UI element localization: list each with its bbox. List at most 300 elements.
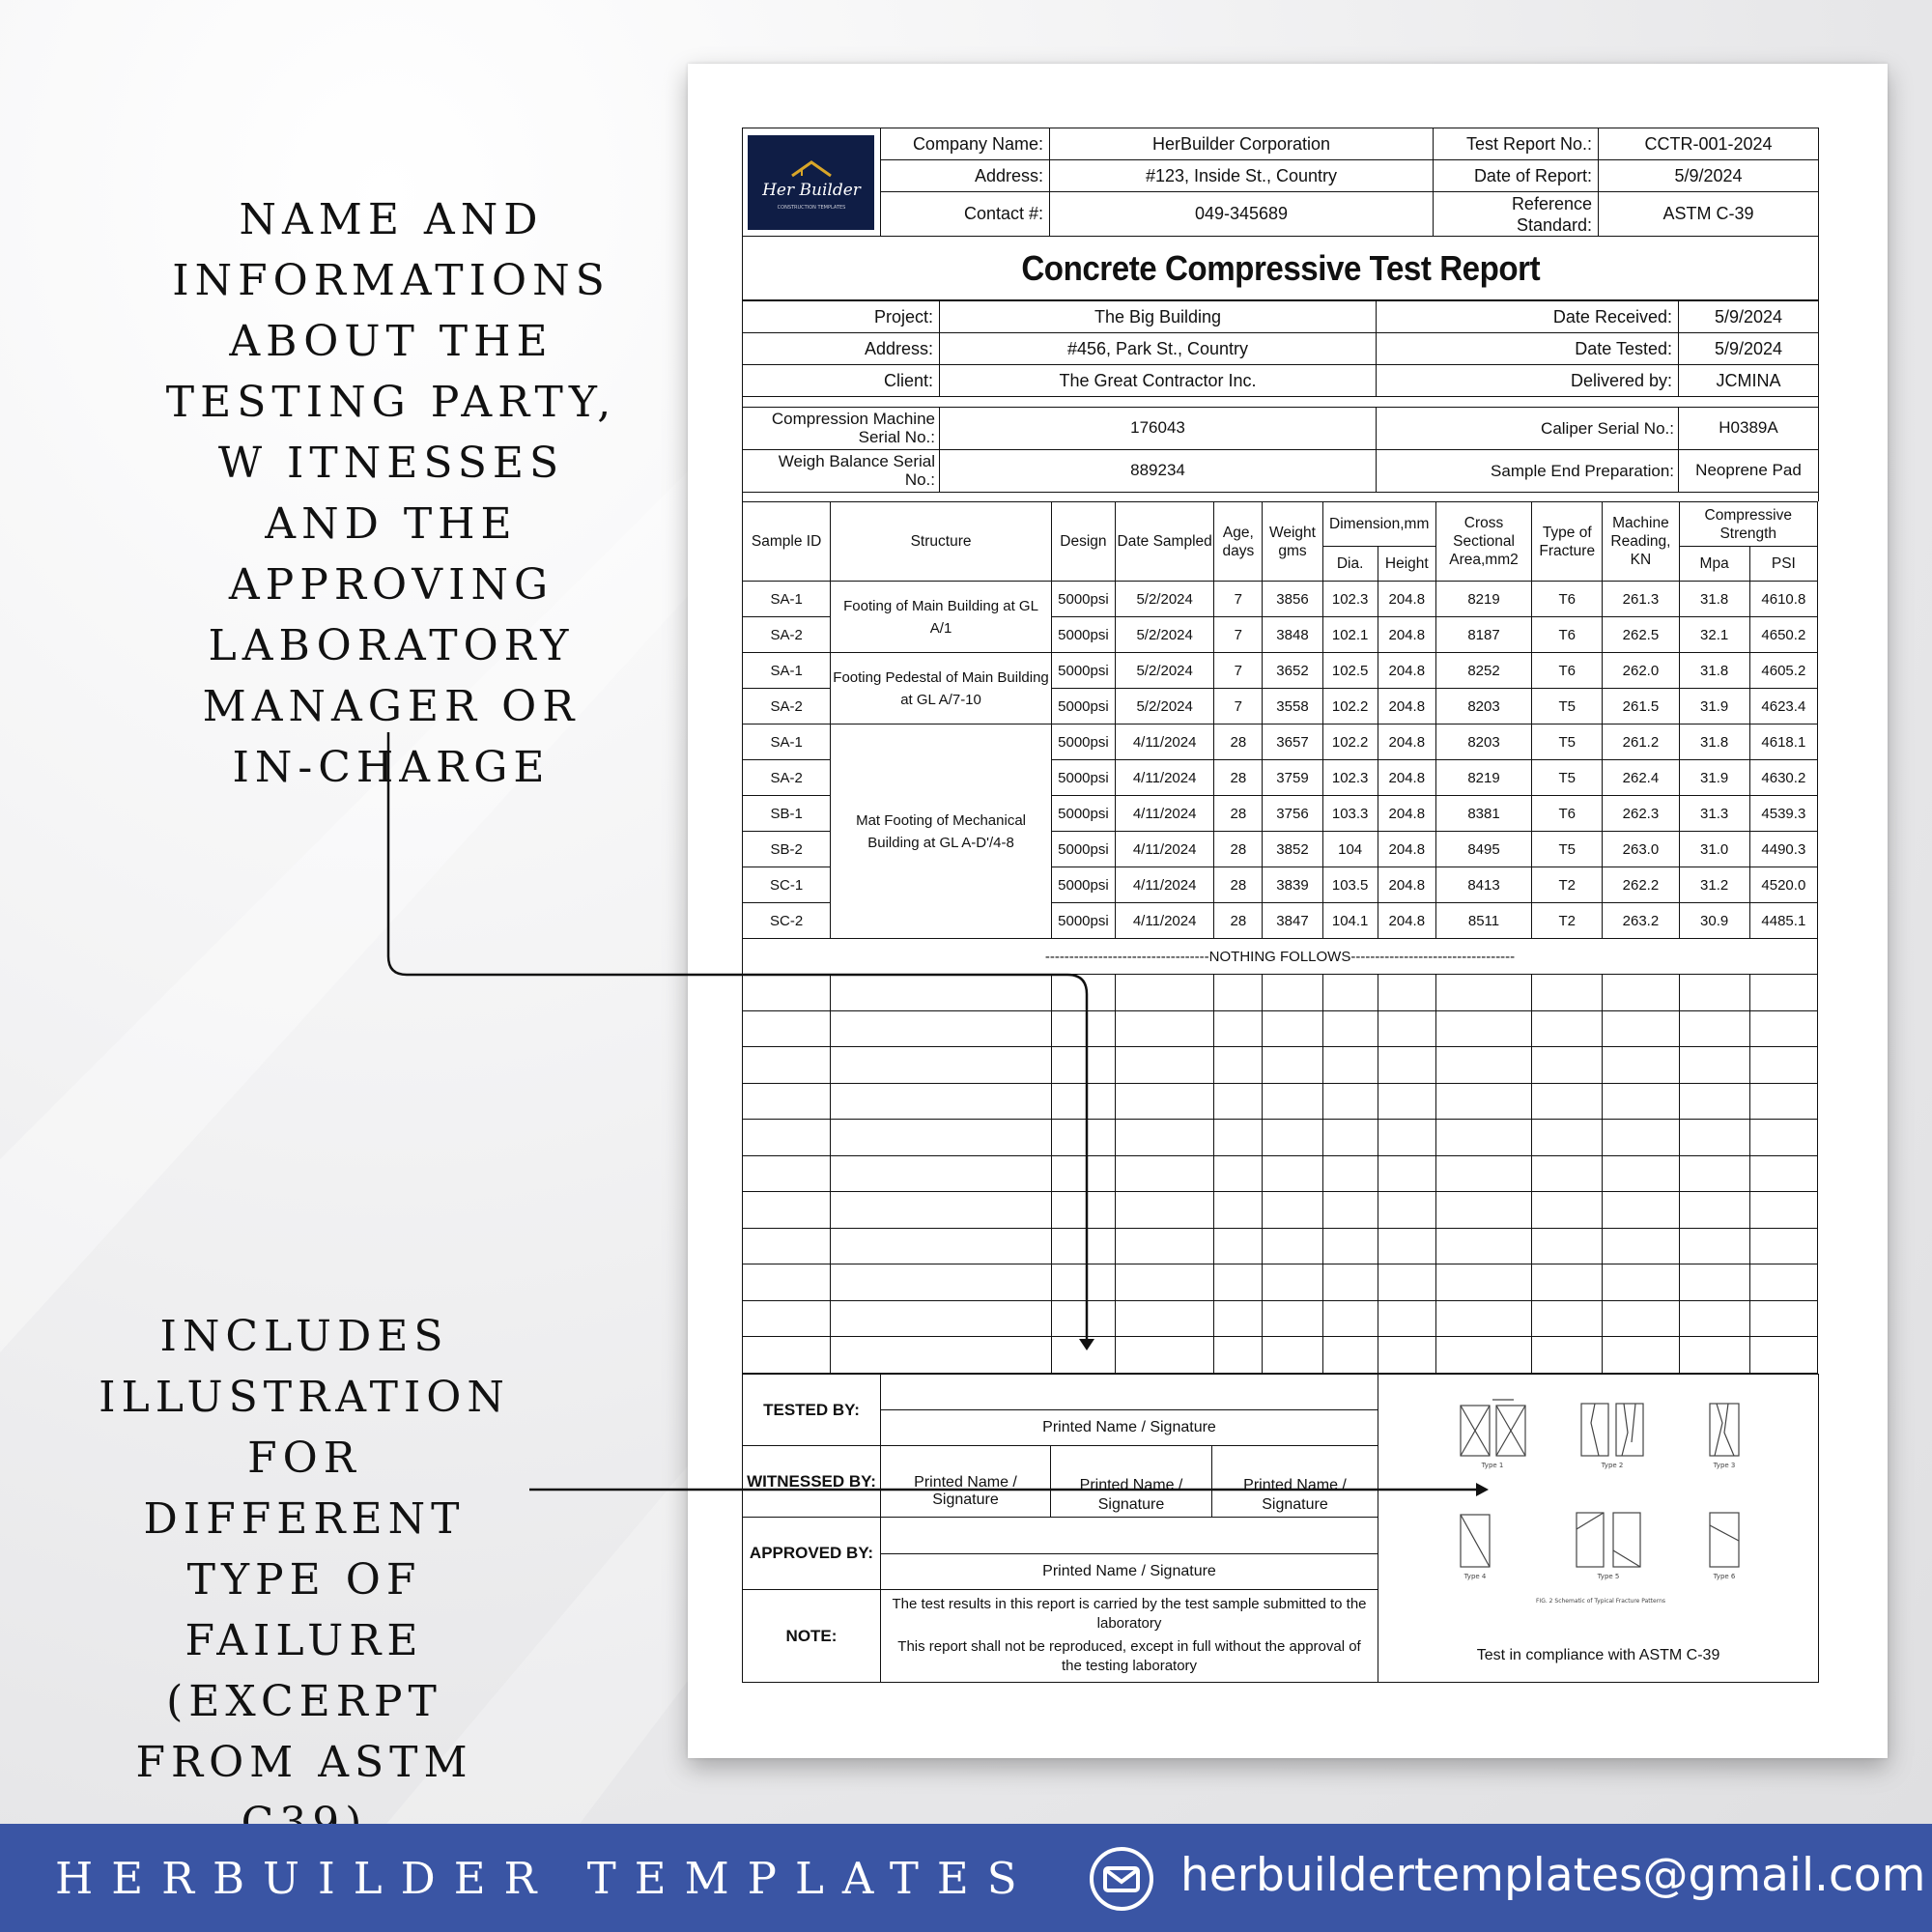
col-area: Cross Sectional Area,mm2 xyxy=(1435,502,1531,582)
blank-cell[interactable] xyxy=(1679,1120,1749,1156)
structure-cell: Mat Footing of Mechanical Building at GL A-D'/4-8 xyxy=(831,724,1052,939)
blank-cell[interactable] xyxy=(1214,1192,1263,1229)
age-cell: 28 xyxy=(1214,832,1263,867)
callout-failure-illustration: INCLUDES ILLUSTRATION FOR DIFFERENT TYPE OF FAILURE (EXCERPT FROM ASTM xyxy=(99,1312,510,1787)
blank-cell[interactable] xyxy=(1263,1300,1322,1337)
note-line-1: The test results in this report is carried by the test sample submitted to the laboratory xyxy=(892,1596,1367,1632)
blank-cell[interactable] xyxy=(831,1047,1052,1084)
blank-cell[interactable] xyxy=(1603,1192,1679,1229)
type1-label: Type 1 xyxy=(1481,1461,1504,1469)
date-sampled-cell: 4/11/2024 xyxy=(1116,832,1214,867)
dia-cell: 102.2 xyxy=(1322,689,1378,724)
blank-cell[interactable] xyxy=(1051,1120,1115,1156)
mpa-cell: 30.9 xyxy=(1679,903,1749,939)
client-label: Client: xyxy=(743,365,940,397)
spacer xyxy=(743,492,1819,501)
blank-cell[interactable] xyxy=(1679,1337,1749,1374)
blank-cell[interactable] xyxy=(1263,1192,1322,1229)
mpa-cell: 31.9 xyxy=(1679,760,1749,796)
blank-cell[interactable] xyxy=(1051,1264,1115,1301)
area-cell: 8252 xyxy=(1435,653,1531,689)
blank-cell[interactable] xyxy=(1679,1010,1749,1047)
contact-label: Contact #: xyxy=(881,192,1050,237)
area-cell: 8187 xyxy=(1435,617,1531,653)
compression-machine-label: Compression Machine Serial No.: xyxy=(743,407,940,449)
blank-cell[interactable] xyxy=(1679,1228,1749,1264)
weight-cell: 3756 xyxy=(1263,796,1322,832)
blank-cell[interactable] xyxy=(1532,1155,1603,1192)
col-date-sampled: Date Sampled xyxy=(1116,502,1214,582)
blank-cell[interactable] xyxy=(1435,1264,1531,1301)
date-received-label: Date Received: xyxy=(1377,301,1679,333)
blank-cell[interactable] xyxy=(1435,1120,1531,1156)
date-sampled-cell: 4/11/2024 xyxy=(1116,796,1214,832)
blank-row xyxy=(743,1010,1818,1047)
mpa-cell: 32.1 xyxy=(1679,617,1749,653)
sample-id-cell: SA-1 xyxy=(743,724,831,760)
reading-cell: 262.4 xyxy=(1603,760,1679,796)
witness3-printed-name[interactable]: Printed Name / Signature xyxy=(1212,1445,1378,1517)
height-cell: 204.8 xyxy=(1378,582,1435,617)
blank-cell[interactable] xyxy=(1263,1083,1322,1120)
psi-cell: 4623.4 xyxy=(1749,689,1817,724)
blank-cell[interactable] xyxy=(1116,975,1214,1011)
col-strength: Compressive Strength xyxy=(1679,502,1817,547)
blank-cell[interactable] xyxy=(831,1155,1052,1192)
caliper-value: H0389A xyxy=(1679,407,1819,449)
blank-cell[interactable] xyxy=(1263,975,1322,1011)
blank-cell[interactable] xyxy=(1532,1300,1603,1337)
psi-cell: 4630.2 xyxy=(1749,760,1817,796)
blank-cell[interactable] xyxy=(1051,1083,1115,1120)
blank-cell[interactable] xyxy=(1749,975,1817,1011)
blank-row xyxy=(743,1264,1818,1301)
blank-cell[interactable] xyxy=(1263,1228,1322,1264)
footer-bar xyxy=(0,1824,1932,1932)
col-sample-id: Sample ID xyxy=(743,502,831,582)
blank-cell[interactable] xyxy=(1051,1047,1115,1084)
blank-cell[interactable] xyxy=(1603,1228,1679,1264)
weight-cell: 3856 xyxy=(1263,582,1322,617)
mpa-cell: 31.8 xyxy=(1679,653,1749,689)
blank-cell[interactable] xyxy=(1435,1047,1531,1084)
blank-row xyxy=(743,1083,1818,1120)
blank-cell[interactable] xyxy=(743,1155,831,1192)
psi-cell: 4610.8 xyxy=(1749,582,1817,617)
spacer xyxy=(743,397,1819,407)
blank-cell[interactable] xyxy=(743,1192,831,1229)
blank-cell[interactable] xyxy=(1603,1047,1679,1084)
company-value: HerBuilder Corporation xyxy=(1050,128,1434,160)
col-structure: Structure xyxy=(831,502,1052,582)
end-prep-label: Sample End Preparation: xyxy=(1377,449,1679,492)
blank-cell[interactable] xyxy=(743,1300,831,1337)
fracture-cell: T5 xyxy=(1532,724,1603,760)
blank-cell[interactable] xyxy=(1378,1120,1435,1156)
blank-cell[interactable] xyxy=(1214,1155,1263,1192)
report-no-label: Test Report No.: xyxy=(1434,128,1599,160)
fracture-cell: T2 xyxy=(1532,903,1603,939)
psi-cell: 4485.1 xyxy=(1749,903,1817,939)
blank-cell[interactable] xyxy=(1532,1264,1603,1301)
blank-cell[interactable] xyxy=(1116,1228,1214,1264)
blank-cell[interactable] xyxy=(1116,1120,1214,1156)
blank-cell[interactable] xyxy=(1214,1120,1263,1156)
weigh-balance-value: 889234 xyxy=(940,449,1377,492)
fracture-cell: T6 xyxy=(1532,582,1603,617)
reading-cell: 262.2 xyxy=(1603,867,1679,903)
sample-id-cell: SA-1 xyxy=(743,582,831,617)
blank-cell[interactable] xyxy=(1214,1300,1263,1337)
blank-cell[interactable] xyxy=(1263,1155,1322,1192)
blank-cell[interactable] xyxy=(1532,1010,1603,1047)
blank-cell[interactable] xyxy=(743,1337,831,1374)
blank-row xyxy=(743,1047,1818,1084)
blank-cell[interactable] xyxy=(1532,1047,1603,1084)
type3-label: Type 3 xyxy=(1713,1461,1736,1469)
date-sampled-cell: 4/11/2024 xyxy=(1116,903,1214,939)
blank-cell[interactable] xyxy=(1603,1337,1679,1374)
note-text xyxy=(881,1589,1378,1682)
dia-cell: 103.3 xyxy=(1322,796,1378,832)
blank-cell[interactable] xyxy=(1322,1264,1378,1301)
weight-cell: 3848 xyxy=(1263,617,1322,653)
blank-cell[interactable] xyxy=(1603,1083,1679,1120)
blank-cell[interactable] xyxy=(1679,1155,1749,1192)
area-cell: 8203 xyxy=(1435,724,1531,760)
design-cell: 5000psi xyxy=(1051,903,1115,939)
blank-cell[interactable] xyxy=(1603,975,1679,1011)
blank-cell[interactable] xyxy=(1322,1083,1378,1120)
blank-cell[interactable] xyxy=(831,1264,1052,1301)
psi-cell: 4650.2 xyxy=(1749,617,1817,653)
logo-text: Her Builder xyxy=(762,180,861,200)
blank-row xyxy=(743,1192,1818,1229)
blank-cell[interactable] xyxy=(743,1228,831,1264)
date-sampled-cell: 4/11/2024 xyxy=(1116,867,1214,903)
design-cell: 5000psi xyxy=(1051,689,1115,724)
blank-cell[interactable] xyxy=(1603,1010,1679,1047)
psi-cell: 4490.3 xyxy=(1749,832,1817,867)
blank-cell[interactable] xyxy=(1322,975,1378,1011)
blank-cell[interactable] xyxy=(1749,1010,1817,1047)
psi-cell: 4605.2 xyxy=(1749,653,1817,689)
weigh-balance-label: Weigh Balance Serial No.: xyxy=(743,449,940,492)
reference-value: ASTM C-39 xyxy=(1599,192,1819,237)
blank-cell[interactable] xyxy=(1263,1264,1322,1301)
blank-cell[interactable] xyxy=(1679,975,1749,1011)
blank-cell[interactable] xyxy=(831,975,1052,1011)
blank-cell[interactable] xyxy=(743,1120,831,1156)
site-address-label: Address: xyxy=(743,333,940,365)
mpa-cell: 31.3 xyxy=(1679,796,1749,832)
blank-cell[interactable] xyxy=(831,1228,1052,1264)
tested-by-signature-line[interactable] xyxy=(881,1374,1378,1409)
blank-cell[interactable] xyxy=(1679,1264,1749,1301)
blank-cell[interactable] xyxy=(1116,1264,1214,1301)
blank-cell[interactable] xyxy=(1749,1228,1817,1264)
delivered-label: Delivered by: xyxy=(1377,365,1679,397)
blank-cell[interactable] xyxy=(1263,1010,1322,1047)
blank-cell[interactable] xyxy=(1214,1337,1263,1374)
blank-cell[interactable] xyxy=(1435,1155,1531,1192)
client-value: The Great Contractor Inc. xyxy=(940,365,1377,397)
blank-cell[interactable] xyxy=(1322,1337,1378,1374)
date-sampled-cell: 5/2/2024 xyxy=(1116,617,1214,653)
design-cell: 5000psi xyxy=(1051,760,1115,796)
sample-id-cell: SB-2 xyxy=(743,832,831,867)
tested-by-printed-name: Printed Name / Signature xyxy=(881,1409,1378,1445)
fracture-cell: T5 xyxy=(1532,832,1603,867)
fracture-cell: T6 xyxy=(1532,653,1603,689)
date-received-value: 5/9/2024 xyxy=(1679,301,1819,333)
nothing-follows-row xyxy=(743,939,1818,975)
blank-cell[interactable] xyxy=(1116,1047,1214,1084)
blank-cell[interactable] xyxy=(1749,1155,1817,1192)
report-page xyxy=(688,64,1888,1758)
delivered-value: JCMINA xyxy=(1679,365,1819,397)
blank-cell[interactable] xyxy=(1378,1228,1435,1264)
blank-cell[interactable] xyxy=(831,1337,1052,1374)
weight-cell: 3652 xyxy=(1263,653,1322,689)
blank-cell[interactable] xyxy=(1679,1300,1749,1337)
col-mpa: Mpa xyxy=(1679,547,1749,582)
blank-cell[interactable] xyxy=(1116,1083,1214,1120)
nothing-follows-text: ----------------------------------NOTHING FOLLOWS---------------------------------- xyxy=(743,939,1818,975)
blank-cell[interactable] xyxy=(1679,1192,1749,1229)
blank-cell[interactable] xyxy=(743,1083,831,1120)
blank-cell[interactable] xyxy=(1116,1192,1214,1229)
blank-row xyxy=(743,1155,1818,1192)
blank-cell[interactable] xyxy=(1214,1264,1263,1301)
blank-cell[interactable] xyxy=(1116,1010,1214,1047)
dia-cell: 102.5 xyxy=(1322,653,1378,689)
design-cell: 5000psi xyxy=(1051,796,1115,832)
blank-cell[interactable] xyxy=(1263,1120,1322,1156)
table-row xyxy=(743,653,1818,689)
blank-cell[interactable] xyxy=(831,1192,1052,1229)
blank-cell[interactable] xyxy=(1679,1083,1749,1120)
blank-cell[interactable] xyxy=(1532,1120,1603,1156)
logo-tagline: CONSTRUCTION TEMPLATES xyxy=(777,204,846,211)
blank-cell[interactable] xyxy=(1749,1300,1817,1337)
blank-cell[interactable] xyxy=(1322,1192,1378,1229)
date-report-value: 5/9/2024 xyxy=(1599,160,1819,192)
blank-cell[interactable] xyxy=(1051,1300,1115,1337)
blank-cell[interactable] xyxy=(1378,1047,1435,1084)
blank-cell[interactable] xyxy=(1051,1337,1115,1374)
blank-cell[interactable] xyxy=(1435,975,1531,1011)
weight-cell: 3847 xyxy=(1263,903,1322,939)
fracture-illustration-cell xyxy=(1378,1374,1819,1682)
blank-cell[interactable] xyxy=(1322,1228,1378,1264)
logo-cell xyxy=(743,128,881,237)
blank-cell[interactable] xyxy=(1749,1083,1817,1120)
note-label: NOTE: xyxy=(743,1589,881,1682)
weight-cell: 3852 xyxy=(1263,832,1322,867)
blank-cell[interactable] xyxy=(1603,1300,1679,1337)
blank-cell[interactable] xyxy=(1603,1264,1679,1301)
blank-cell[interactable] xyxy=(1749,1047,1817,1084)
blank-cell[interactable] xyxy=(831,1083,1052,1120)
compliance-text: Test in compliance with ASTM C-39 xyxy=(1476,1646,1720,1663)
blank-row xyxy=(743,1228,1818,1264)
blank-cell[interactable] xyxy=(1116,1155,1214,1192)
blank-cell[interactable] xyxy=(743,1047,831,1084)
blank-cell[interactable] xyxy=(1116,1337,1214,1374)
sample-id-cell: SA-1 xyxy=(743,653,831,689)
blank-cell[interactable] xyxy=(1322,1300,1378,1337)
blank-cell[interactable] xyxy=(1679,1047,1749,1084)
compression-machine-value: 176043 xyxy=(940,407,1377,449)
height-cell: 204.8 xyxy=(1378,689,1435,724)
type4-label: Type 4 xyxy=(1463,1572,1487,1580)
approved-by-label: APPROVED BY: xyxy=(743,1517,881,1589)
project-table xyxy=(742,300,1819,407)
blank-cell[interactable] xyxy=(1435,1300,1531,1337)
fracture-cell: T6 xyxy=(1532,617,1603,653)
height-cell: 204.8 xyxy=(1378,617,1435,653)
test-results-table xyxy=(742,501,1818,1374)
design-cell: 5000psi xyxy=(1051,653,1115,689)
blank-cell[interactable] xyxy=(1263,1047,1322,1084)
mail-icon xyxy=(1088,1845,1155,1913)
blank-cell[interactable] xyxy=(1532,1192,1603,1229)
blank-cell[interactable] xyxy=(1214,1228,1263,1264)
blank-cell[interactable] xyxy=(1322,1155,1378,1192)
approved-by-signature-line[interactable] xyxy=(881,1517,1378,1553)
blank-cell[interactable] xyxy=(1051,1010,1115,1047)
project-value: The Big Building xyxy=(940,301,1377,333)
blank-cell[interactable] xyxy=(1322,1010,1378,1047)
date-sampled-cell: 4/11/2024 xyxy=(1116,760,1214,796)
blank-cell[interactable] xyxy=(1116,1300,1214,1337)
structure-cell: Footing of Main Building at GL A/1 xyxy=(831,582,1052,653)
blank-cell[interactable] xyxy=(1435,1010,1531,1047)
blank-cell[interactable] xyxy=(831,1010,1052,1047)
project-label: Project: xyxy=(743,301,940,333)
design-cell: 5000psi xyxy=(1051,617,1115,653)
witness2-printed-name[interactable]: Printed Name / Signature xyxy=(1051,1445,1212,1517)
age-cell: 7 xyxy=(1214,582,1263,617)
blank-cell[interactable] xyxy=(1749,1337,1817,1374)
sample-id-cell: SC-2 xyxy=(743,903,831,939)
blank-cell[interactable] xyxy=(1378,1337,1435,1374)
blank-cell[interactable] xyxy=(1214,1047,1263,1084)
dia-cell: 104 xyxy=(1322,832,1378,867)
blank-cell[interactable] xyxy=(1435,1083,1531,1120)
blank-cell[interactable] xyxy=(1378,1192,1435,1229)
blank-cell[interactable] xyxy=(1603,1120,1679,1156)
contact-email[interactable]: herbuildertemplates@gmail.com xyxy=(1180,1849,1926,1902)
col-psi: PSI xyxy=(1749,547,1817,582)
age-cell: 28 xyxy=(1214,867,1263,903)
reference-label: Reference Standard: xyxy=(1434,192,1599,237)
contact-value: 049-345689 xyxy=(1050,192,1434,237)
blank-cell[interactable] xyxy=(1214,975,1263,1011)
height-cell: 204.8 xyxy=(1378,796,1435,832)
report-title xyxy=(743,237,1819,300)
blank-cell[interactable] xyxy=(1378,1010,1435,1047)
blank-row xyxy=(743,1337,1818,1374)
blank-cell[interactable] xyxy=(1532,1083,1603,1120)
blank-cell[interactable] xyxy=(1214,1083,1263,1120)
reading-cell: 262.3 xyxy=(1603,796,1679,832)
structure-cell: Footing Pedestal of Main Building at GL A/7-10 xyxy=(831,653,1052,724)
age-cell: 7 xyxy=(1214,689,1263,724)
blank-cell[interactable] xyxy=(1378,1264,1435,1301)
blank-cell[interactable] xyxy=(1322,1047,1378,1084)
blank-cell[interactable] xyxy=(1051,1192,1115,1229)
blank-cell[interactable] xyxy=(1532,975,1603,1011)
blank-cell[interactable] xyxy=(743,975,831,1011)
blank-cell[interactable] xyxy=(1603,1155,1679,1192)
blank-cell[interactable] xyxy=(1532,1228,1603,1264)
blank-cell[interactable] xyxy=(1749,1120,1817,1156)
blank-cell[interactable] xyxy=(1322,1120,1378,1156)
blank-cell[interactable] xyxy=(1378,1300,1435,1337)
witness1-printed-name[interactable]: Printed Name / Signature xyxy=(881,1445,1051,1517)
blank-cell[interactable] xyxy=(831,1300,1052,1337)
site-address-value: #456, Park St., Country xyxy=(940,333,1377,365)
signature-table xyxy=(742,1374,1819,1683)
company-logo xyxy=(748,135,874,230)
blank-cell[interactable] xyxy=(1532,1337,1603,1374)
report-no-value: CCTR-001-2024 xyxy=(1599,128,1819,160)
blank-cell[interactable] xyxy=(1749,1192,1817,1229)
blank-cell[interactable] xyxy=(831,1120,1052,1156)
design-cell: 5000psi xyxy=(1051,832,1115,867)
area-cell: 8219 xyxy=(1435,582,1531,617)
blank-cell[interactable] xyxy=(743,1264,831,1301)
fracture-cell: T6 xyxy=(1532,796,1603,832)
blank-cell[interactable] xyxy=(1378,1155,1435,1192)
sample-id-cell: SB-1 xyxy=(743,796,831,832)
area-cell: 8203 xyxy=(1435,689,1531,724)
col-height: Height xyxy=(1378,547,1435,582)
blank-cell[interactable] xyxy=(1435,1337,1531,1374)
date-sampled-cell: 5/2/2024 xyxy=(1116,653,1214,689)
blank-cell[interactable] xyxy=(1378,975,1435,1011)
area-cell: 8495 xyxy=(1435,832,1531,867)
report-title-text: Concrete Compressive Test Report xyxy=(1021,247,1540,288)
blank-cell[interactable] xyxy=(1051,1155,1115,1192)
area-cell: 8511 xyxy=(1435,903,1531,939)
blank-cell[interactable] xyxy=(1378,1083,1435,1120)
blank-cell[interactable] xyxy=(1051,1228,1115,1264)
house-icon xyxy=(748,135,874,230)
blank-cell[interactable] xyxy=(1214,1010,1263,1047)
blank-cell[interactable] xyxy=(1051,975,1115,1011)
blank-cell[interactable] xyxy=(1749,1264,1817,1301)
blank-cell[interactable] xyxy=(1435,1192,1531,1229)
dia-cell: 103.5 xyxy=(1322,867,1378,903)
blank-cell[interactable] xyxy=(743,1010,831,1047)
weight-cell: 3657 xyxy=(1263,724,1322,760)
age-cell: 28 xyxy=(1214,796,1263,832)
height-cell: 204.8 xyxy=(1378,832,1435,867)
fracture-caption: FIG. 2 Schematic of Typical Fracture Patterns xyxy=(1536,1597,1666,1605)
witnessed-by-label: WITNESSED BY: xyxy=(743,1445,881,1517)
col-design: Design xyxy=(1051,502,1115,582)
equipment-table xyxy=(742,407,1819,502)
col-weight: Weight gms xyxy=(1263,502,1322,582)
age-cell: 28 xyxy=(1214,903,1263,939)
blank-cell[interactable] xyxy=(1435,1228,1531,1264)
mpa-cell: 31.2 xyxy=(1679,867,1749,903)
blank-cell[interactable] xyxy=(1263,1337,1322,1374)
mpa-cell: 31.8 xyxy=(1679,582,1749,617)
